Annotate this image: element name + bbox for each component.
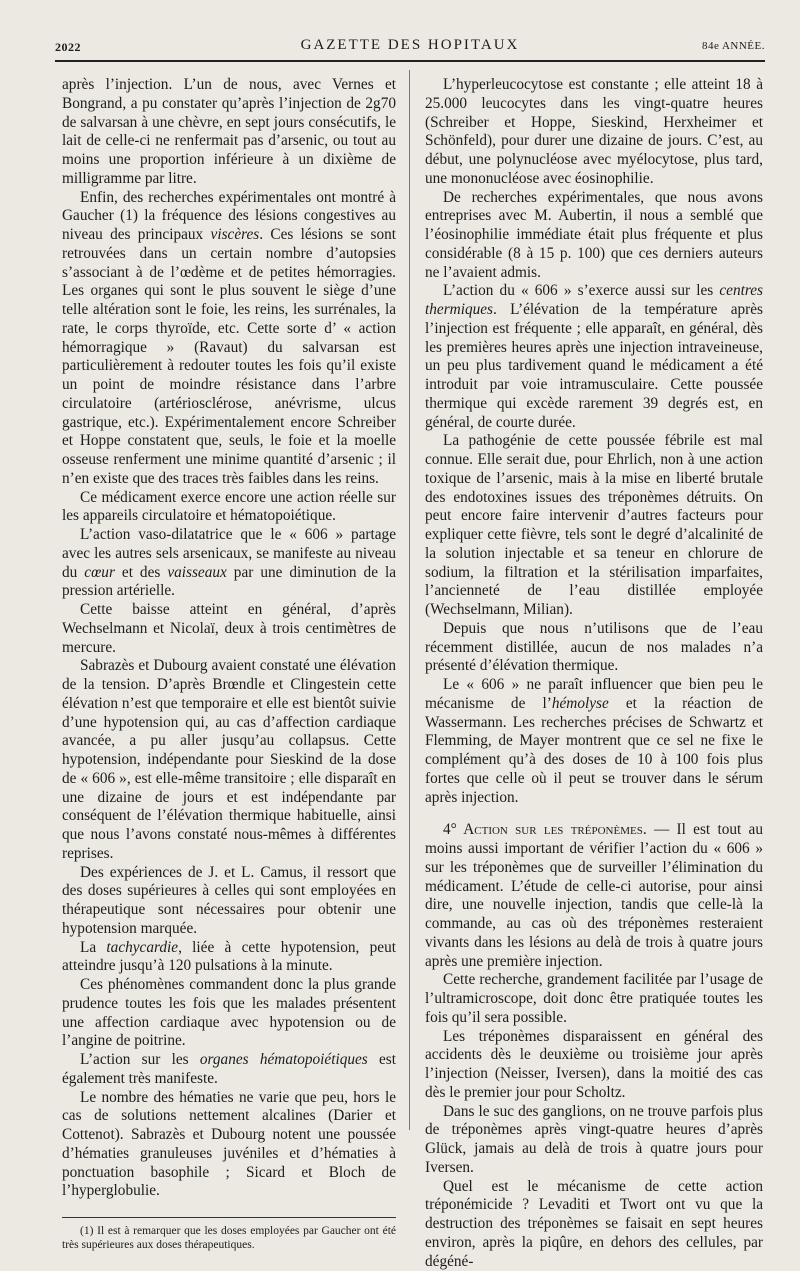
paragraph: Ce médicament exerce encore une action réelle sur les appareils circulatoire et hématopoiétique.: [62, 489, 396, 527]
footnote: (1) Il est à remarquer que les doses employées par Gaucher ont été très supérieures aux doses thérapeutiques.: [62, 1224, 396, 1252]
paragraph: Les tréponèmes disparaissent en général des accidents dès le deuxième ou troisième jour après l’injection (Neisser, Iversen), dans la moitié des cas dès le premier jour pour Scholtz.: [425, 1028, 763, 1103]
section-heading-paragraph: 4° Action sur les tréponèmes. — Il est tout au moins aussi important de vérifier l’action du « 606 » sur les tréponèmes que de surveiller l’élimination du médicament. L’étude de celle-ci autorise, pour ainsi dire, une nouvelle injection, tandis que celle-là la commande, au cas où des tréponèmes resteraient vivants dans les lésions au delà de trois à quatre jours après une première injection.: [425, 821, 763, 971]
paragraph: Dans le suc des ganglions, on ne trouve parfois plus de tréponèmes après vingt-quatre heures d’après Glück, jamais au delà de trois à quatre jours pour Iversen.: [425, 1103, 763, 1178]
paragraph: La pathogénie de cette poussée fébrile est mal connue. Elle serait due, pour Ehrlich, non à une action toxique de l’arsenic, mais à la mise en liberté brutale des endotoxines issues des tréponèmes détruits. On peut encore faire intervenir d’autres facteurs pour expliquer cette fièvre, tels sont le degré d’alcalinité de la solution injectable et sa teneur en chlorure de sodium, la filtration et la stérilisation imparfaites, l’ancienneté de l’eau distillée employée (Wechselmann, Milian).: [425, 432, 763, 620]
paragraph: Sabrazès et Dubourg avaient constaté une élévation de la tension. D’après Brœndle et Clingestein cette élévation n’est que temporaire et elle est bientôt suivie d’une hypotension qui, au cas d’affection cardiaque avancée, a pu aller jusqu’au collapsus. Cette hypotension, indépendante pour Sieskind de la dose de « 606 », est elle-même transitoire ; elle disparaît en une dizaine de jours et est indépendante par conséquent de l’élévation thermique habituelle, ainsi que nous l’avons constaté nous-mêmes à différentes reprises.: [62, 657, 396, 863]
paragraph: L’action sur les organes hématopoiétiques est également très manifeste.: [62, 1051, 396, 1089]
footnote-rule: [62, 1217, 396, 1218]
paragraph: après l’injection. L’un de nous, avec Vernes et Bongrand, a pu constater qu’après l’injection de 2g70 de salvarsan à une chèvre, en sept jours consécutifs, le lait de celle-ci ne renfermait pas d’arsenic, ou tout au moins une proportion inférieure à un dixième de milligramme par litre.: [62, 76, 396, 189]
right-column: [425, 76, 763, 1271]
paragraph: Depuis que nous n’utilisons que de l’eau récemment distillée, aucun de nos malades n’a présenté d’élévation thermique.: [425, 620, 763, 676]
running-header: [55, 34, 765, 58]
paragraph: Quel est le mécanisme de cette action tréponémicide ? Levaditi et Twort ont vu que la destruction des tréponèmes se faisait en sept heures environ, après la piqûre, en dehors des cellules, par dégéné-: [425, 1178, 763, 1271]
paragraph: Enfin, des recherches expérimentales ont montré à Gaucher (1) la fréquence des lésions congestives au niveau des principaux viscères. Ces lésions se sont retrouvées dans un certain nombre d’autopsies s’associant à de l’œdème et de petites hémorragies. Les organes qui sont le plus souvent le siège d’une telle altération sont le foie, les reins, les surrénales, la rate, le corps thyroïde, etc. Cette sorte d’ « action hémorragique » (Ravaut) du salvarsan est particulièrement à redouter toutes les fois qu’il existe un point de moindre résistance dans l’arbre circulatoire (artériosclérose, anévrisme, ulcus gastrique, etc.). Expérimentalement encore Schreiber et Hoppe constatent que, seuls, le foie et la moelle osseuse renferment une minime quantité d’arsenic ; il n’en existe que des traces très faibles dans les reins.: [62, 189, 396, 489]
paragraph: Le « 606 » ne paraît influencer que bien peu le mécanisme de l’hémolyse et la réaction de Wassermann. Les recherches précises de Schwartz et Flemming, de Mayer montrent que ce sel ne fixe le complément qu’à des doses de 10 à 100 fois plus fortes que celle où il peut se trouver dans le sérum après injection.: [425, 676, 763, 807]
paragraph: L’hyperleucocytose est constante ; elle atteint 18 à 25.000 leucocytes dans les vingt-quatre heures (Schreiber et Hoppe, Sieskind, Herxheimer et Schönfeld), pour durer une dizaine de jours. C’est, au début, une polynucléose avec myélocytose, plus tard, une mononucléose avec éosinophilie.: [425, 76, 763, 189]
paragraph: L’action du « 606 » s’exerce aussi sur les centres thermiques. L’élévation de la température après l’injection est fréquente ; elle apparaît, en général, dès les premières heures après une injection intraveineuse, un peu plus tardivement quand le médicament a été introduit par voie intramusculaire. Cette poussée thermique qui excède rarement 39 degrés est, en général, de courte durée.: [425, 282, 763, 432]
paragraph: Ces phénomènes commandent donc la plus grande prudence toutes les fois que les malades présentent une affection cardiaque avec hypotension ou de l’angine de poitrine.: [62, 976, 396, 1051]
paragraph: La tachycardie, liée à cette hypotension, peut atteindre jusqu’à 120 pulsations à la minute.: [62, 939, 396, 977]
column-divider: [409, 70, 410, 1130]
section-heading: 4° Action sur les tréponèmes.: [443, 821, 647, 838]
volume-year: 84e ANNÉE.: [702, 40, 765, 52]
paragraph: De recherches expérimentales, que nous avons entreprises avec M. Aubertin, il nous a semblé que l’éosinophilie immédiate était plus fréquente et plus considérable (8 à 15 p. 100) que ces derniers auteurs ne l’avaient admis.: [425, 189, 763, 283]
paragraph: Le nombre des hématies ne varie que peu, hors le cas de solutions nettement alcalines (Darier et Cottenot). Sabrazès et Dubourg notent une poussée d’hématies granuleuses juvéniles et d’hématies à ponctuation basophile ; Sicard et Bloch de l’hyperglobulie.: [62, 1089, 396, 1202]
section-gap: [425, 807, 763, 821]
paragraph: L’action vaso-dilatatrice que le « 606 » partage avec les autres sels arsenicaux, se manifeste au niveau du cœur et des vaisseaux par une diminution de la pression artérielle.: [62, 526, 396, 601]
left-column: [62, 76, 396, 1252]
page-number: 2022: [55, 40, 81, 55]
journal-title: GAZETTE DES HOPITAUX: [55, 37, 765, 54]
paragraph: Cette baisse atteint en général, d’après Wechselmann et Nicolaï, deux à trois centimètres de mercure.: [62, 601, 396, 657]
paragraph: Des expériences de J. et L. Camus, il ressort que des doses supérieures à celles qui sont employées en thérapeutique sont nécessaires pour obtenir une hypotension marquée.: [62, 864, 396, 939]
paragraph: Cette recherche, grandement facilitée par l’usage de l’ultramicroscope, doit donc être pratiquée toutes les fois qu’il sera possible.: [425, 971, 763, 1027]
header-rule: [55, 60, 765, 62]
